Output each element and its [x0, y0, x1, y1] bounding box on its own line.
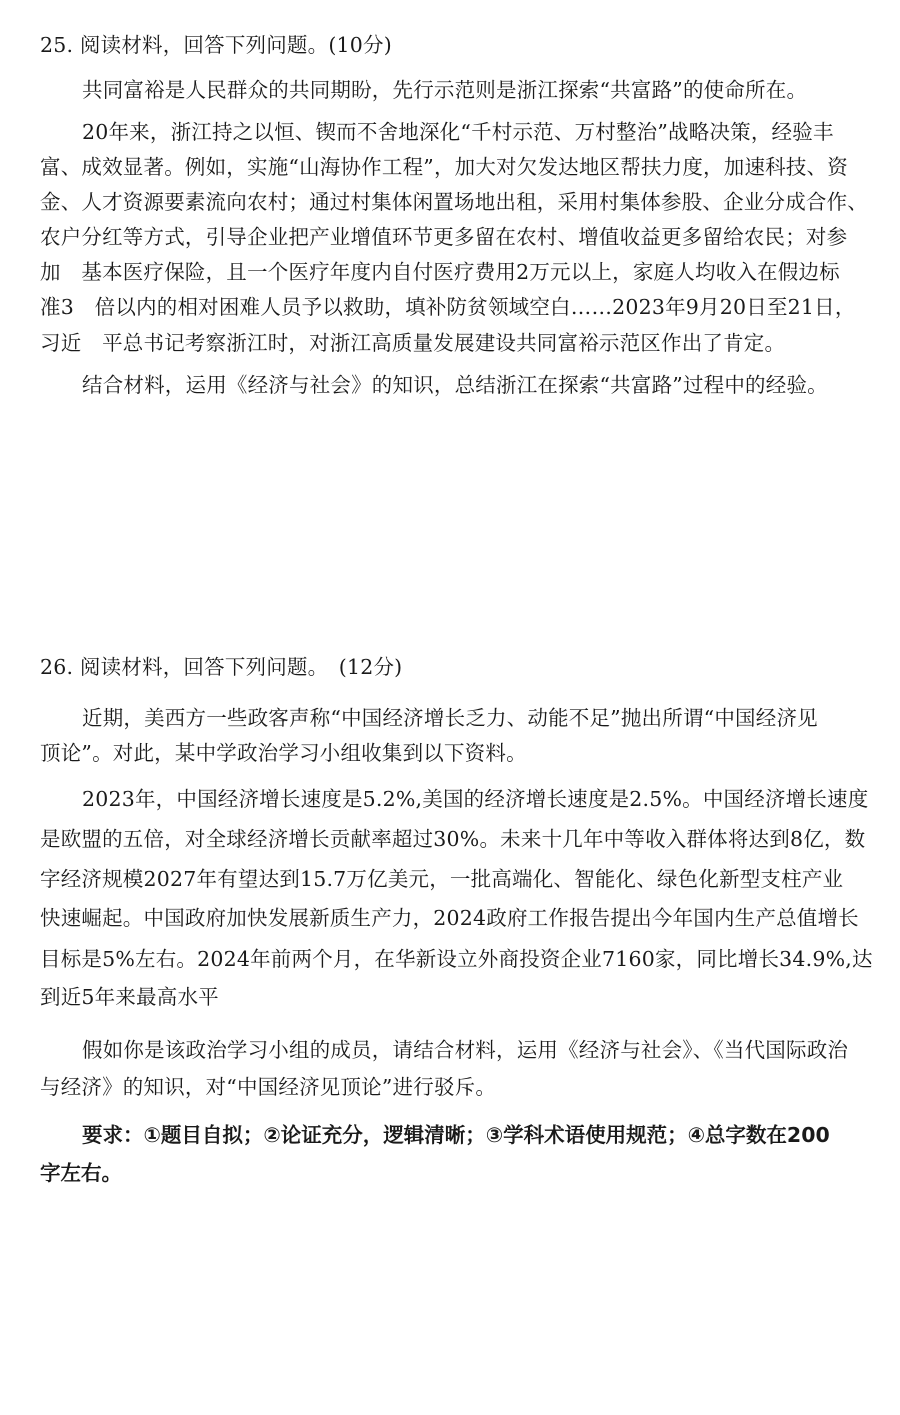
- q26-line-2: 顶论”。对此，某中学政治学习小组收集到以下资料。: [40, 741, 527, 765]
- q25-line-7: 准3 倍以内的相对困难人员予以救助，填补防贫领域空白……2023年9月20日至21日，: [40, 295, 856, 319]
- q26-line-8: 到近5年来最高水平: [40, 985, 219, 1009]
- q26-line-7: 目标是5%左右。2024年前两个月，在华新设立外商投资企业7160家，同比增长34.9%,达: [40, 947, 873, 971]
- q25-prompt: 结合材料，运用《经济与社会》的知识，总结浙江在探索“共富路”过程中的经验。: [82, 373, 828, 397]
- q25-line-5: 农户分红等方式，引导企业把产业增值环节更多留在农村、增值收益更多留给农民；对参: [40, 225, 848, 249]
- q26-line-10: 与经济》的知识，对“中国经济见顶论”进行驳斥。: [40, 1075, 497, 1099]
- q25-line-4: 金、人才资源要素流向农村；通过村集体闲置场地出租，采用村集体参股、企业分成合作、: [40, 190, 868, 214]
- q25-line-8: 习近 平总书记考察浙江时，对浙江高质量发展建设共同富裕示范区作出了肯定。: [40, 331, 786, 355]
- question-25-title: 25. 阅读材料，回答下列问题。(10分): [40, 33, 392, 57]
- q26-line-5: 字经济规模2027年有望达到15.7万亿美元，一批高端化、智能化、绿色化新型支柱产业: [40, 867, 844, 891]
- q26-line-9: 假如你是该政治学习小组的成员，请结合材料，运用《经济与社会》、《当代国际政治: [82, 1038, 849, 1062]
- q26-line-1: 近期，美西方一些政客声称“中国经济增长乏力、动能不足”抛出所谓“中国经济见: [82, 706, 818, 730]
- q25-line-3: 富、成效显著。例如，实施“山海协作工程”，加大对欠发达地区帮扶力度，加速科技、资: [40, 155, 848, 179]
- q25-line-6: 加 基本医疗保险，且一个医疗年度内自付医疗费用2万元以上，家庭人均收入在假边标: [40, 260, 840, 284]
- q26-line-6: 快速崛起。中国政府加快发展新质生产力，2024政府工作报告提出今年国内生产总值增长: [40, 906, 859, 930]
- q25-line-1: 共同富裕是人民群众的共同期盼，先行示范则是浙江探索“共富路”的使命所在。: [82, 78, 808, 102]
- q26-line-4: 是欧盟的五倍，对全球经济增长贡献率超过30%。未来十几年中等收入群体将达到8亿，数: [40, 827, 866, 851]
- q26-requirements: 要求：①题目自拟；②论证充分，逻辑清晰；③学科术语使用规范；④总字数在200: [82, 1123, 830, 1147]
- q25-line-2: 20年来，浙江持之以恒、锲而不舍地深化“千村示范、万村整治”战略决策，经验丰: [82, 120, 834, 144]
- q26-line-3: 2023年，中国经济增长速度是5.2%,美国的经济增长速度是2.5%。中国经济增长速度: [82, 787, 869, 811]
- q26-requirements-cont: 字左右。: [40, 1161, 122, 1185]
- question-26-title: 26. 阅读材料，回答下列问题。 (12分): [40, 655, 403, 679]
